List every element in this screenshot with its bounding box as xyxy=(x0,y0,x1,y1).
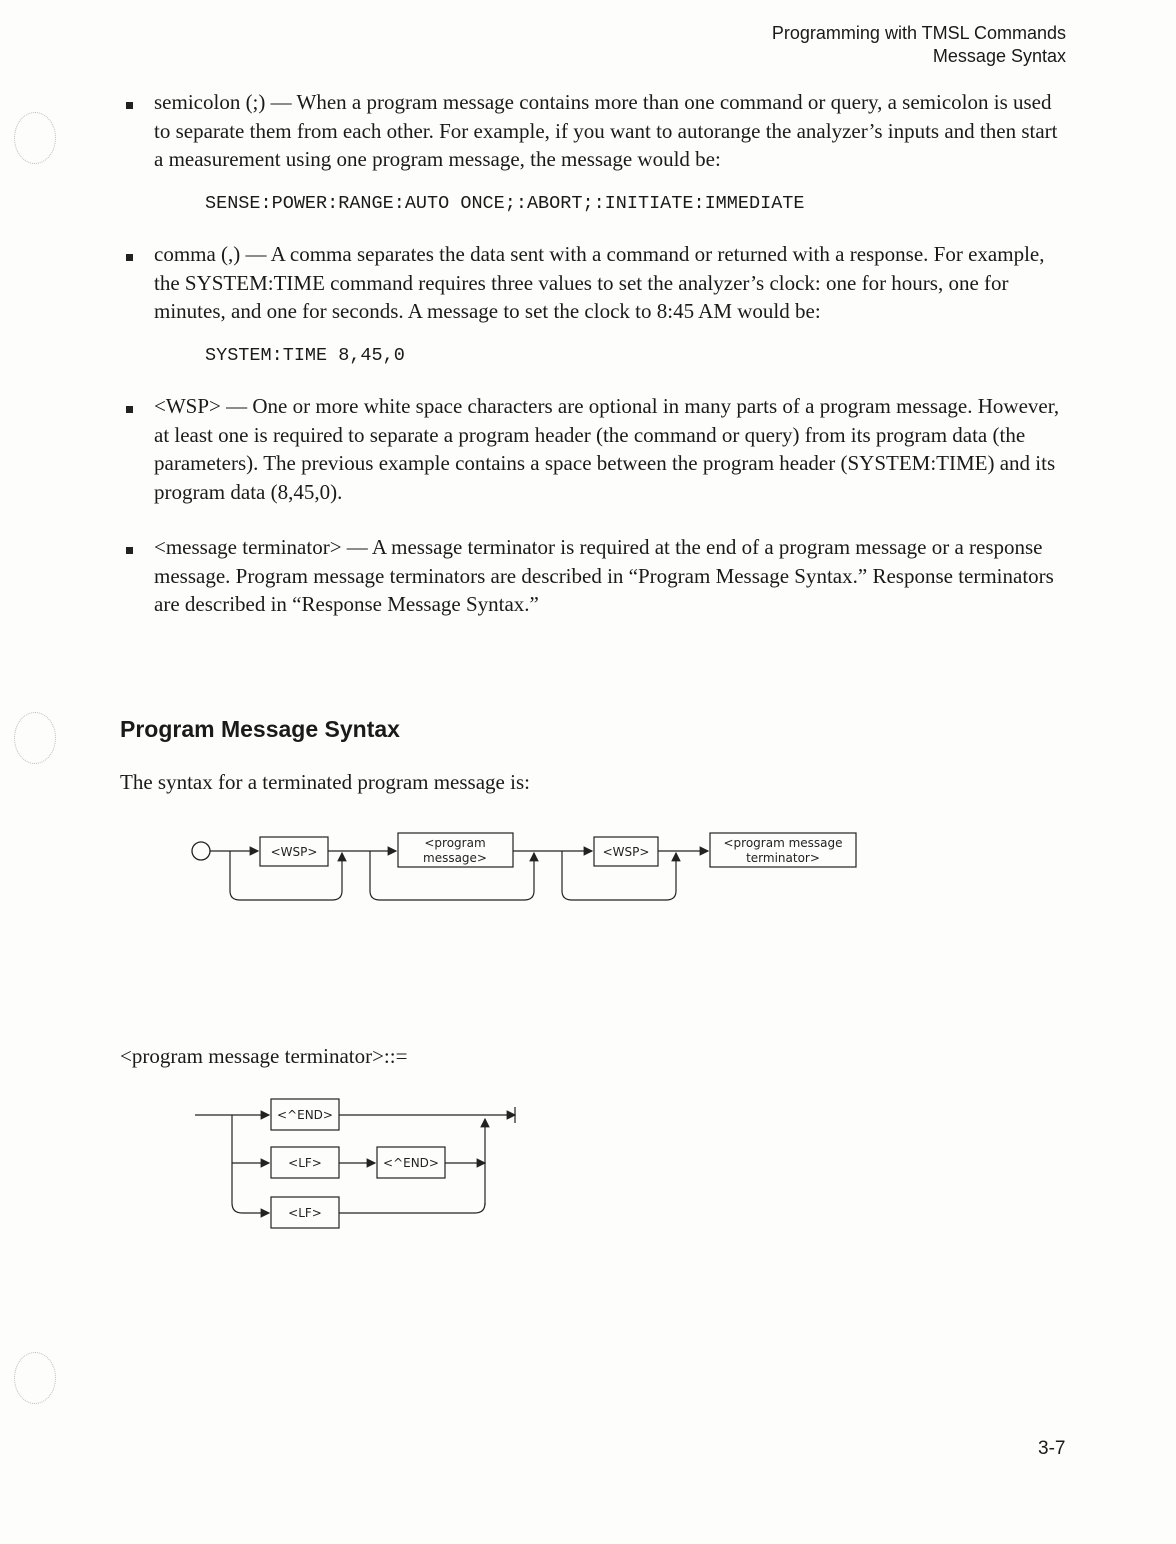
code-example: SENSE:POWER:RANGE:AUTO ONCE;:ABORT;:INITIATE:IMMEDIATE xyxy=(205,192,805,214)
bullet-comma xyxy=(124,240,1064,370)
program-message-label-line1: <program xyxy=(424,836,486,850)
end-label-1: <^END> xyxy=(277,1108,333,1122)
bullet-text: comma (,) — A comma separates the data sent with a command or returned with a response. For example, the SYSTEM:TIME command requires three values to set the analyzer’s clock: one for hours, one for minutes, and one for seconds. A message to set the clock to 8:45 AM would be: xyxy=(154,242,1045,323)
program-message-syntax-diagram xyxy=(180,825,880,910)
lf-label-2: <LF> xyxy=(288,1206,322,1220)
bullet-marker xyxy=(126,102,133,109)
terminator-definition: <program message terminator>::= xyxy=(120,1044,408,1068)
start-node-icon xyxy=(192,842,210,860)
bullet-text: semicolon (;) — When a program message contains more than one command or query, a semicolon is used to separate them from each other. For example, if you want to autorange the analyzer’s inputs and then start a measurement using one program message, the message would be: xyxy=(154,90,1058,171)
page-number: 3-7 xyxy=(1038,1438,1066,1459)
wsp-label-1: <WSP> xyxy=(270,845,318,859)
terminator-label-line1: <program message xyxy=(723,836,843,850)
header-chapter: Programming with TMSL Commands xyxy=(771,23,1066,43)
intro-text: The syntax for a terminated program message is: xyxy=(120,770,530,794)
bullet-semicolon xyxy=(124,88,1064,218)
bullet-marker xyxy=(126,254,133,261)
bullet-message-terminator xyxy=(124,533,1064,619)
terminator-label-line2: terminator> xyxy=(746,851,820,865)
wsp-label-2: <WSP> xyxy=(602,845,650,859)
bullet-marker xyxy=(126,406,133,413)
end-label-2: <^END> xyxy=(383,1156,439,1170)
bullet-list xyxy=(124,88,1064,619)
bullet-text: <WSP> — One or more white space characters are optional in many parts of a program message. However, at least one is required to separate a program header (the command or query) from its program data (the parameters). The previous example contains a space between the program header (SYSTEM:TIME) and its program data (8,45,0). xyxy=(154,394,1060,504)
section-title: Program Message Syntax xyxy=(120,716,400,742)
binder-hole xyxy=(14,1352,56,1404)
running-header xyxy=(772,22,1066,68)
bullet-text: <message terminator> — A message terminator is required at the end of a program message or a response message. Program message terminators are described in “Program Message Syntax.” Response terminators are described in “Response Message Syntax.” xyxy=(154,535,1054,616)
lf-label-1: <LF> xyxy=(288,1156,322,1170)
program-message-label-line2: message> xyxy=(423,851,487,865)
bullet-marker xyxy=(126,547,133,554)
terminator-syntax-diagram xyxy=(195,1095,525,1240)
binder-hole xyxy=(14,112,56,164)
header-section: Message Syntax xyxy=(932,46,1066,66)
binder-hole xyxy=(14,712,56,764)
code-example: SYSTEM:TIME 8,45,0 xyxy=(205,344,405,366)
bullet-wsp xyxy=(124,392,1064,506)
